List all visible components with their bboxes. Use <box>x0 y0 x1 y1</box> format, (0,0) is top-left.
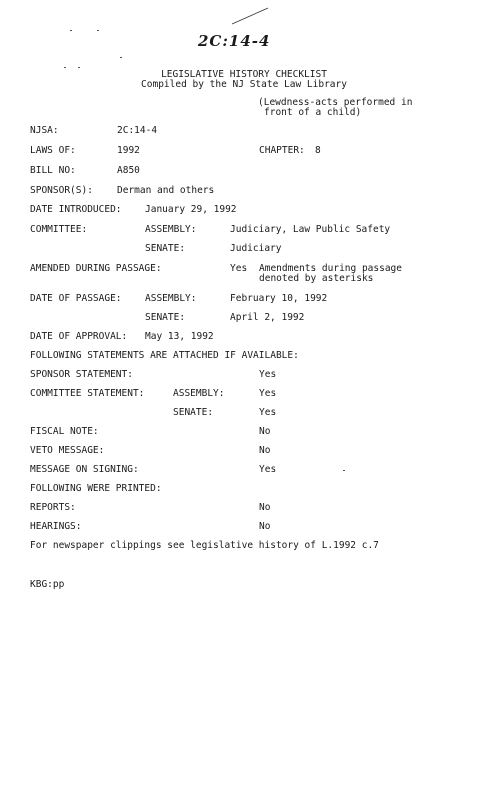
committee-statement-label: COMMITTEE STATEMENT: <box>30 388 145 399</box>
committee-senate-value: Judiciary <box>230 243 282 254</box>
handwritten-statute-code: 2C:14-4 <box>198 32 271 50</box>
message-on-signing-label: MESSAGE ON SIGNING: <box>30 464 139 475</box>
njsa-label: NJSA: <box>30 125 59 136</box>
statements-heading: FOLLOWING STATEMENTS ARE ATTACHED IF AVAILABLE: <box>30 350 299 361</box>
passage-senate-label: SENATE: <box>145 312 186 323</box>
committee-statement-senate-value: Yes <box>259 407 277 418</box>
scan-speck <box>70 30 72 31</box>
date-of-approval-label: DATE OF APPROVAL: <box>30 331 128 342</box>
chapter-label: CHAPTER: <box>259 145 305 156</box>
hearings-value: No <box>259 521 271 532</box>
document-subtitle: Compiled by the NJ State Law Library <box>141 79 347 90</box>
committee-statement-assembly-value: Yes <box>259 388 277 399</box>
date-of-approval-value: May 13, 1992 <box>145 331 214 342</box>
committee-assembly-value: Judiciary, Law Public Safety <box>230 224 391 235</box>
committee-assembly-label: ASSEMBLY: <box>145 224 197 235</box>
scan-speck <box>120 57 122 58</box>
committee-statement-senate-label: SENATE: <box>173 407 214 418</box>
scan-speck <box>78 67 80 68</box>
scan-speck <box>343 470 345 471</box>
subject-note: (Lewdness-acts performed in <box>258 97 413 108</box>
passage-senate-value: April 2, 1992 <box>230 312 305 323</box>
amended-note: Amendments during passage <box>259 263 402 274</box>
sponsors-value: Derman and others <box>117 185 215 196</box>
message-on-signing-value: Yes <box>259 464 277 475</box>
printed-heading: FOLLOWING WERE PRINTED: <box>30 483 162 494</box>
clippings-note: For newspaper clippings see legislative history of L.1992 c.7 <box>30 540 379 551</box>
amended-note: denoted by asterisks <box>259 273 374 284</box>
date-introduced-label: DATE INTRODUCED: <box>30 204 122 215</box>
reports-value: No <box>259 502 271 513</box>
scan-speck <box>97 30 99 31</box>
bill-no-label: BILL NO: <box>30 165 76 176</box>
fiscal-note-label: FISCAL NOTE: <box>30 426 99 437</box>
reports-label: REPORTS: <box>30 502 76 513</box>
committee-statement-assembly-label: ASSEMBLY: <box>173 388 225 399</box>
amended-value: Yes <box>230 263 248 274</box>
chapter-value: 8 <box>315 145 321 156</box>
hearings-label: HEARINGS: <box>30 521 82 532</box>
veto-message-value: No <box>259 445 271 456</box>
committee-senate-label: SENATE: <box>145 243 186 254</box>
veto-message-label: VETO MESSAGE: <box>30 445 105 456</box>
subject-note: front of a child) <box>264 107 362 118</box>
bill-no-value: A850 <box>117 165 140 176</box>
pen-stroke-mark <box>230 6 270 26</box>
date-of-passage-label: DATE OF PASSAGE: <box>30 293 122 304</box>
passage-assembly-label: ASSEMBLY: <box>145 293 197 304</box>
date-introduced-value: January 29, 1992 <box>145 204 237 215</box>
fiscal-note-value: No <box>259 426 271 437</box>
laws-of-value: 1992 <box>117 145 140 156</box>
sponsor-statement-label: SPONSOR STATEMENT: <box>30 369 133 380</box>
amended-label: AMENDED DURING PASSAGE: <box>30 263 162 274</box>
document-title: LEGISLATIVE HISTORY CHECKLIST <box>161 69 327 80</box>
njsa-value: 2C:14-4 <box>117 125 158 136</box>
committee-label: COMMITTEE: <box>30 224 88 235</box>
laws-of-label: LAWS OF: <box>30 145 76 156</box>
sponsor-statement-value: Yes <box>259 369 277 380</box>
passage-assembly-value: February 10, 1992 <box>230 293 328 304</box>
scan-speck <box>64 67 66 68</box>
sponsors-label: SPONSOR(S): <box>30 185 93 196</box>
typist-initials: KBG:pp <box>30 579 65 590</box>
